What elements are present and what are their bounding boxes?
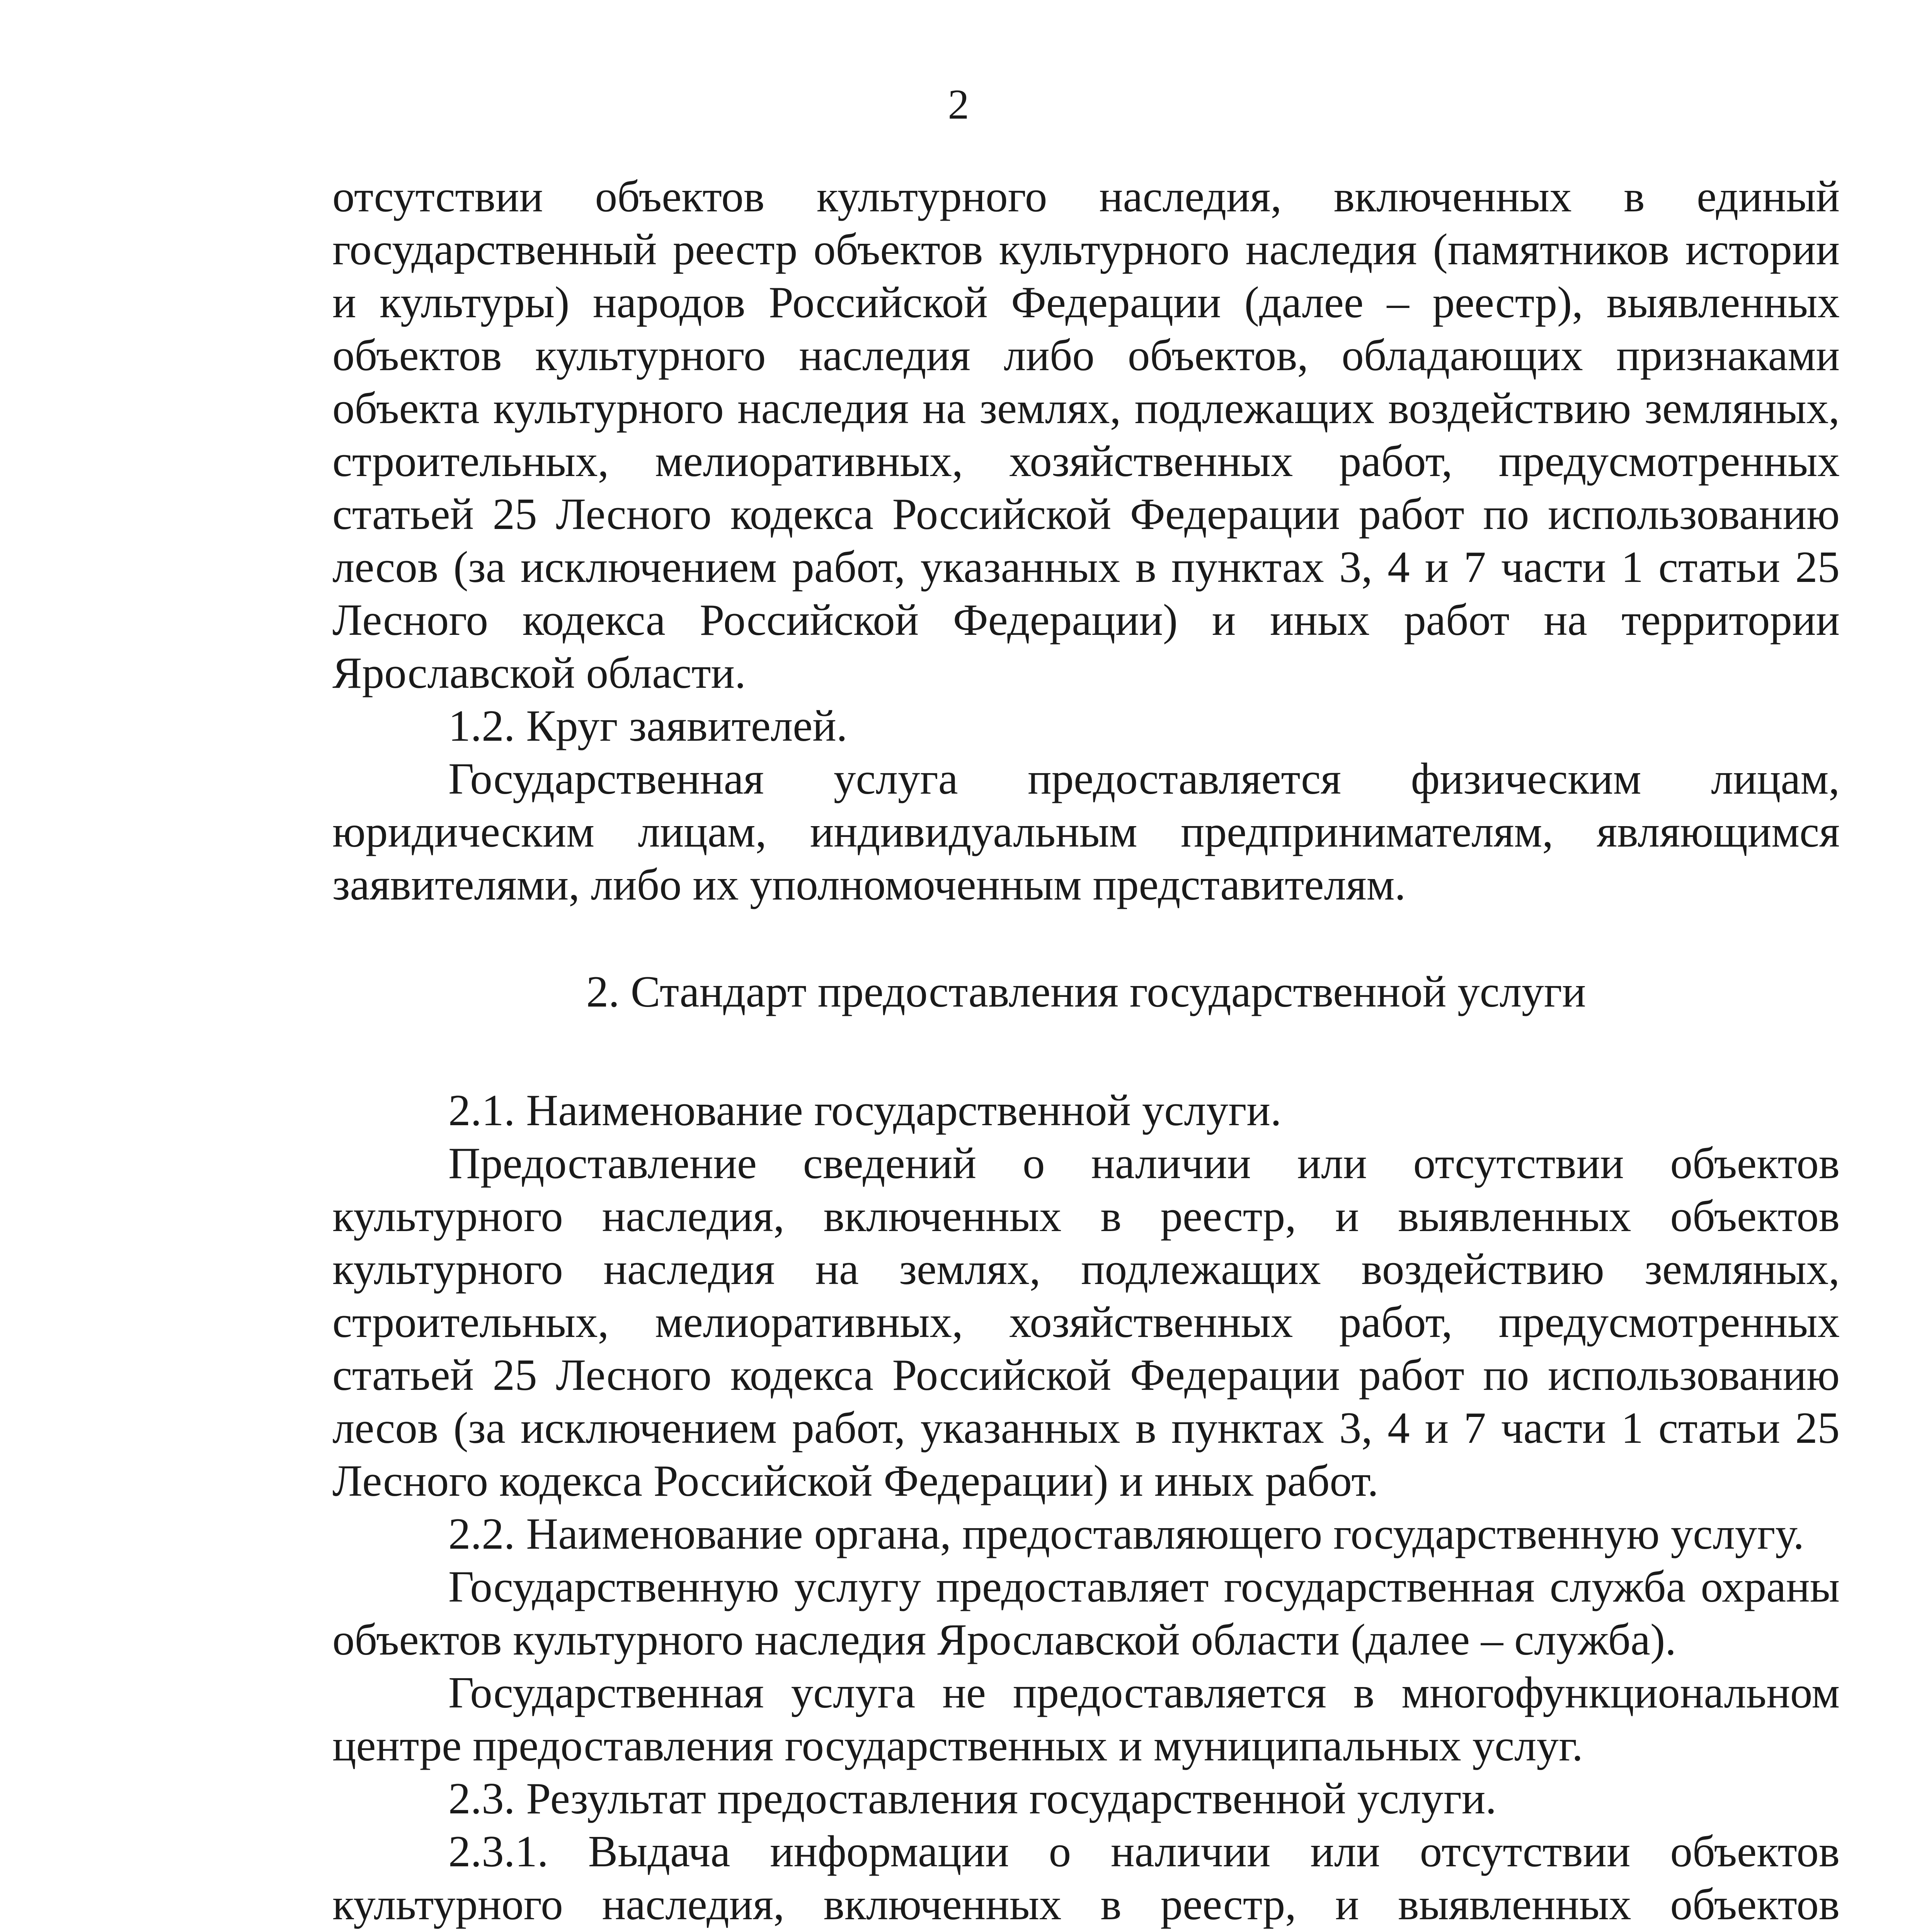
item-2-2-text-2: Государственная услуга не предоставляется в многофункциональном центре предоставления государственных и муниципальных услуг. (332, 1668, 1840, 1770)
item-2-2-text-1: Государственную услугу предоставляет государственная служба охраны объектов культурного наследия Ярославской области (далее – служба). (332, 1562, 1840, 1664)
page-number: 2 (948, 81, 969, 128)
item-2-3-heading: 2.3. Результат предоставления государственной услуги. (448, 1774, 1497, 1823)
item-1-2-text: Государственная услуга предоставляется физическим лицам, юридическим лицам, индивидуальным предпринимателям, являющимся заявителями, либо их уполномоченным представителям. (332, 754, 1840, 909)
item-1-2-heading: 1.2. Круг заявителей. (448, 701, 848, 750)
item-2-3-1-text: 2.3.1. Выдача информации о наличии или отсутствии объектов культурного наследия, включенных в реестр, и выявленных объектов (332, 1827, 1840, 1929)
item-2-1-text: Предоставление сведений о наличии или отсутствии объектов культурного наследия, включенных в реестр, и выявленных объектов культурного наследия на землях, подлежащих воздействию земляных, строительных, мелиоративных, хозяйственных работ, предусмотренных статьей 25 Лесного кодекса Российской Федерации работ по использованию лесов (за исключением работ, указанных в пунктах 3, 4 и 7 части 1 статьи 25 Лесного кодекса Российской Федерации) и иных работ. (332, 1139, 1840, 1505)
paragraph-continuation: отсутствии объектов культурного наследия, включенных в единый государственный реестр объектов культурного наследия (памятников истории и культуры) народов Российской Федерации (далее – реестр), выявленных объектов культурного наследия либо объектов, обладающих признаками объекта культурного наследия на землях, подлежащих воздействию земляных, строительных, мелиоративных, хозяйственных работ, предусмотренных статьей 25 Лесного кодекса Российской Федерации работ по использованию лесов (за исключением работ, указанных в пунктах 3, 4 и 7 части 1 статьи 25 Лесного кодекса Российской Федерации) и иных работ на территории Ярославской области. (332, 172, 1840, 697)
item-2-2-heading: 2.2. Наименование органа, предоставляющего государственную услугу. (448, 1509, 1805, 1558)
item-2-1-heading: 2.1. Наименование государственной услуги. (448, 1086, 1282, 1135)
section-2-title: 2. Стандарт предоставления государственной услуги (586, 967, 1586, 1016)
document-body (332, 170, 1840, 1932)
